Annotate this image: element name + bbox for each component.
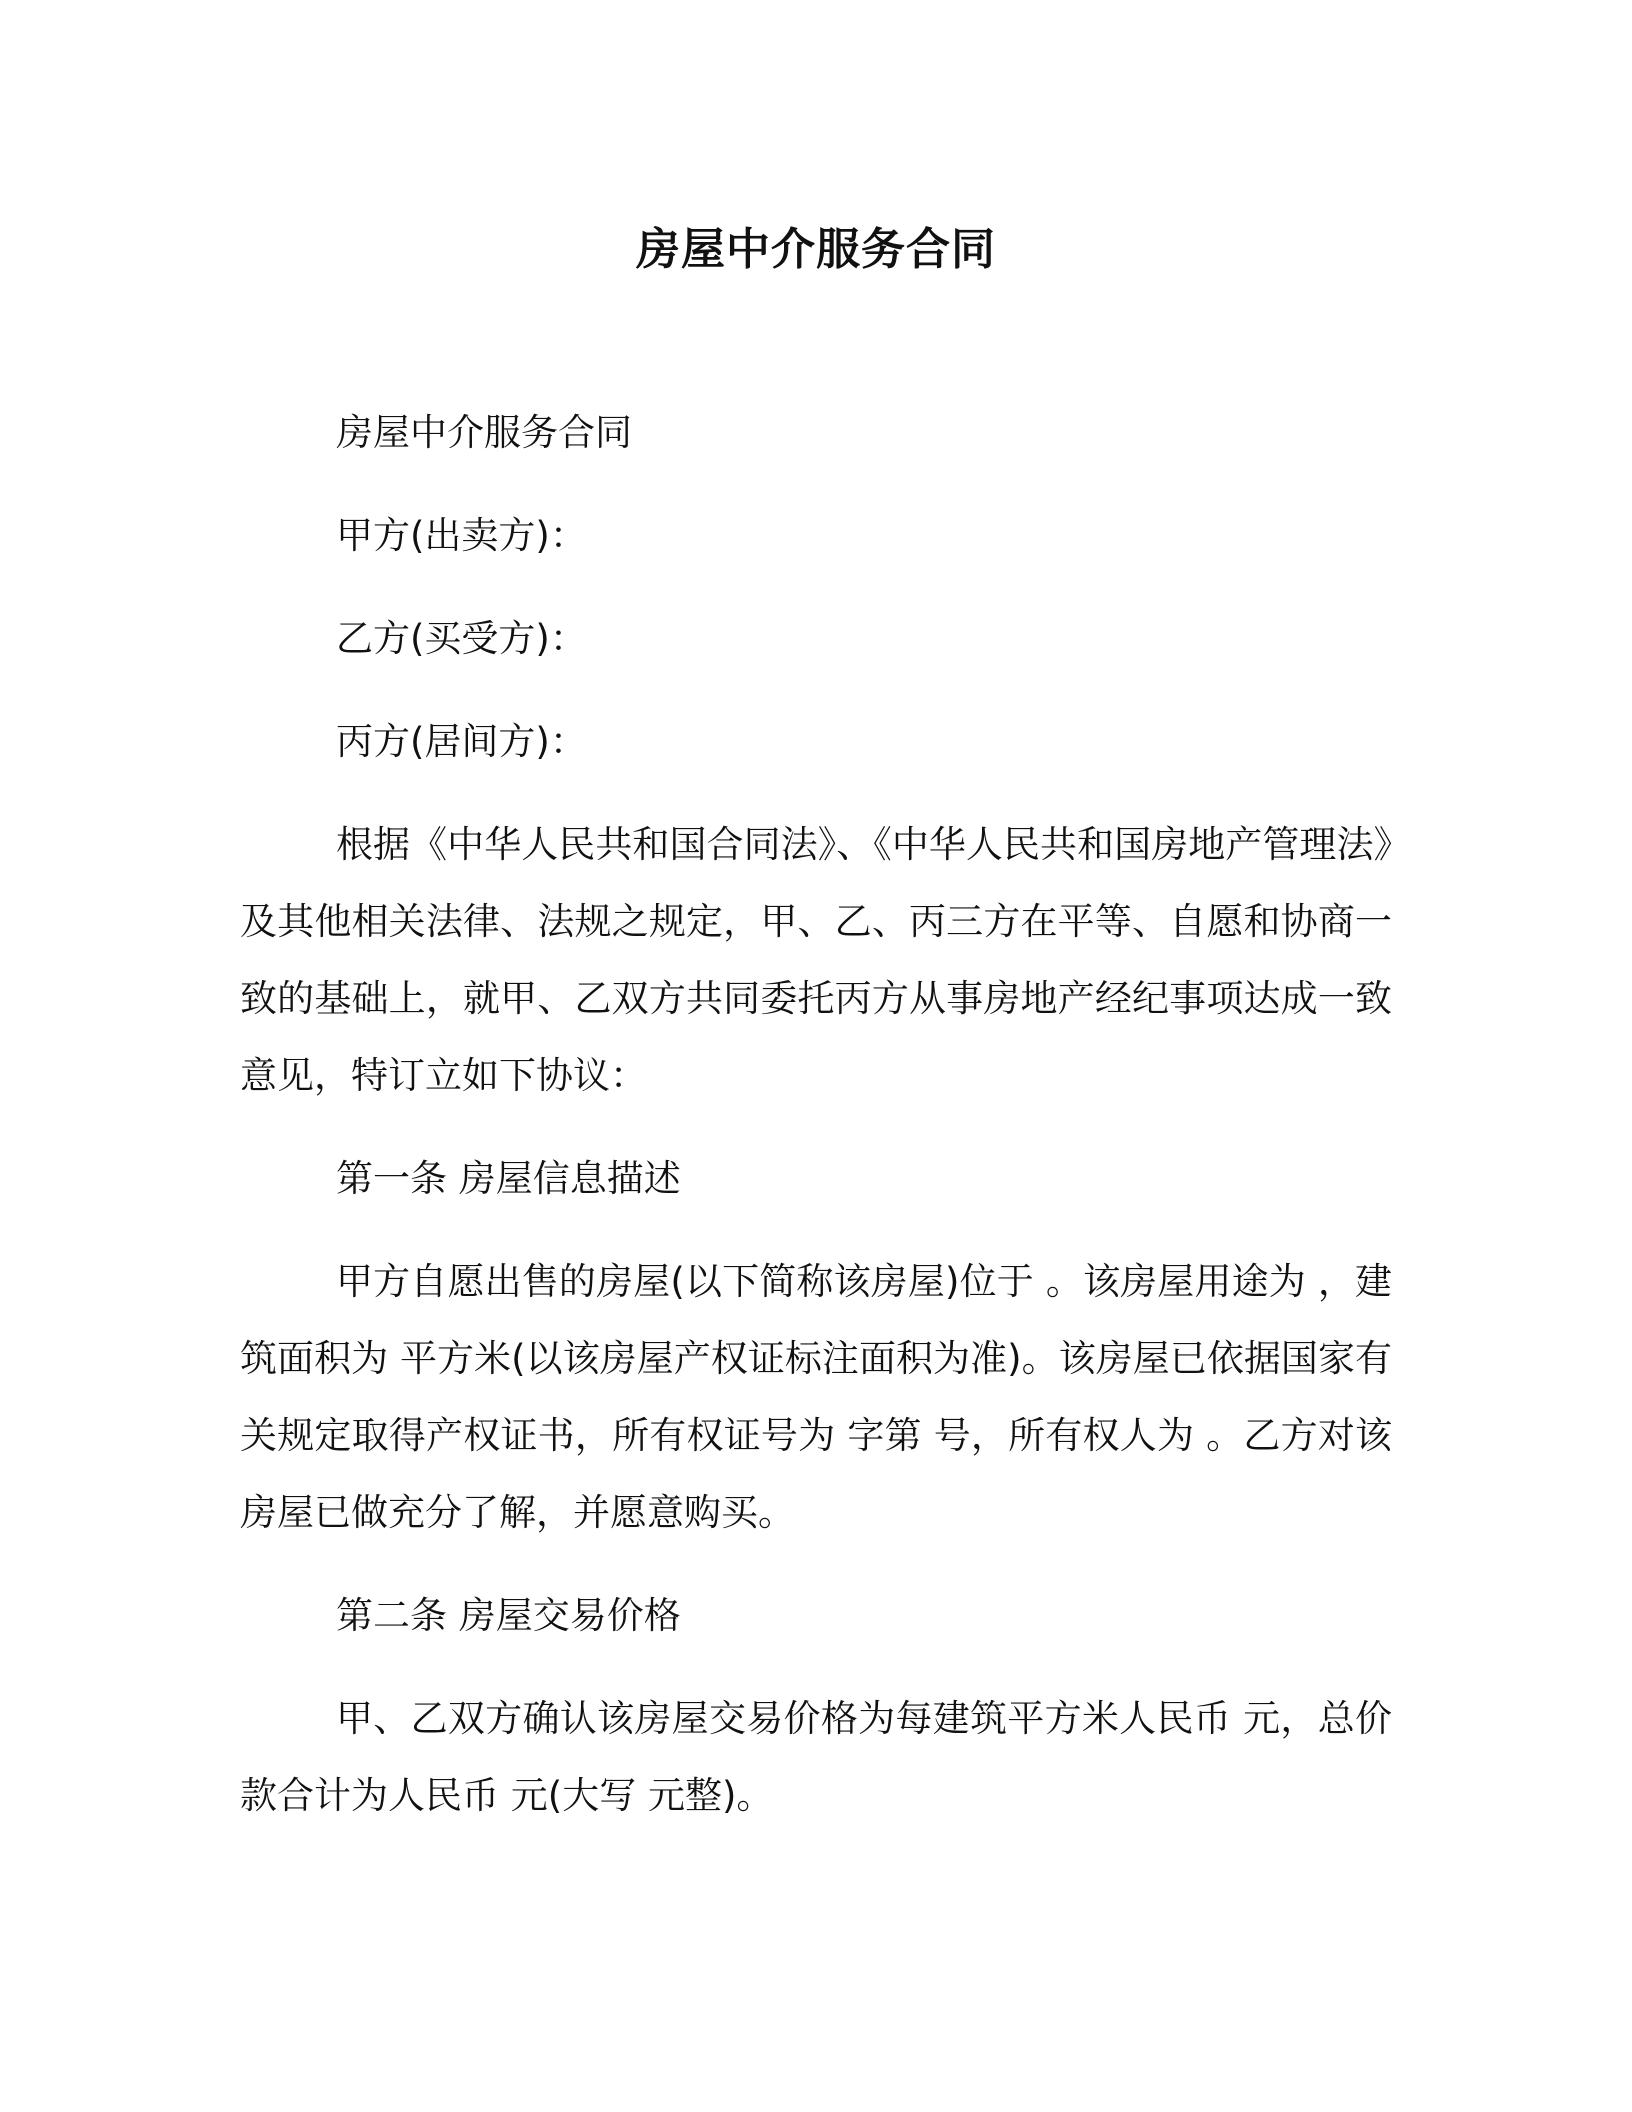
preamble-paragraph: 根据《中华人民共和国合同法》、《中华人民共和国房地产管理法》及其他相关法律、法规之规定，甲、乙、丙三方在平等、自愿和协商一致的基础上，就甲、乙双方共同委托丙方从事房地产经纪事项达成一致意见，特订立如下协议： bbox=[240, 823, 1392, 1097]
document-body bbox=[240, 394, 1392, 1860]
party-c-line: 丙方(居间方)： bbox=[336, 720, 587, 763]
party-b-line: 乙方(买受方)： bbox=[336, 617, 587, 660]
article-1-body: 甲方自愿出售的房屋(以下简称该房屋)位于 。该房屋用途为 ，建筑面积为 平方米(以该房屋产权证标注面积为准)。该房屋已依据国家有关规定取得产权证书，所有权证号为 字第 号，所有权人为 。乙方对该房屋已做充分了解，并愿意购买。 bbox=[240, 1260, 1392, 1534]
document-title: 房屋中介服务合同 bbox=[636, 224, 996, 275]
article-2-body: 甲、乙双方确认该房屋交易价格为每建筑平方米人民币 元，总价款合计为人民币 元(大写 元整)。 bbox=[240, 1697, 1392, 1817]
party-a-line: 甲方(出卖方)： bbox=[336, 514, 587, 557]
article-1-heading: 第一条 房屋信息描述 bbox=[336, 1157, 681, 1200]
article-2-heading: 第二条 房屋交易价格 bbox=[336, 1594, 681, 1637]
paragraph-heading: 房屋中介服务合同 bbox=[336, 411, 632, 454]
